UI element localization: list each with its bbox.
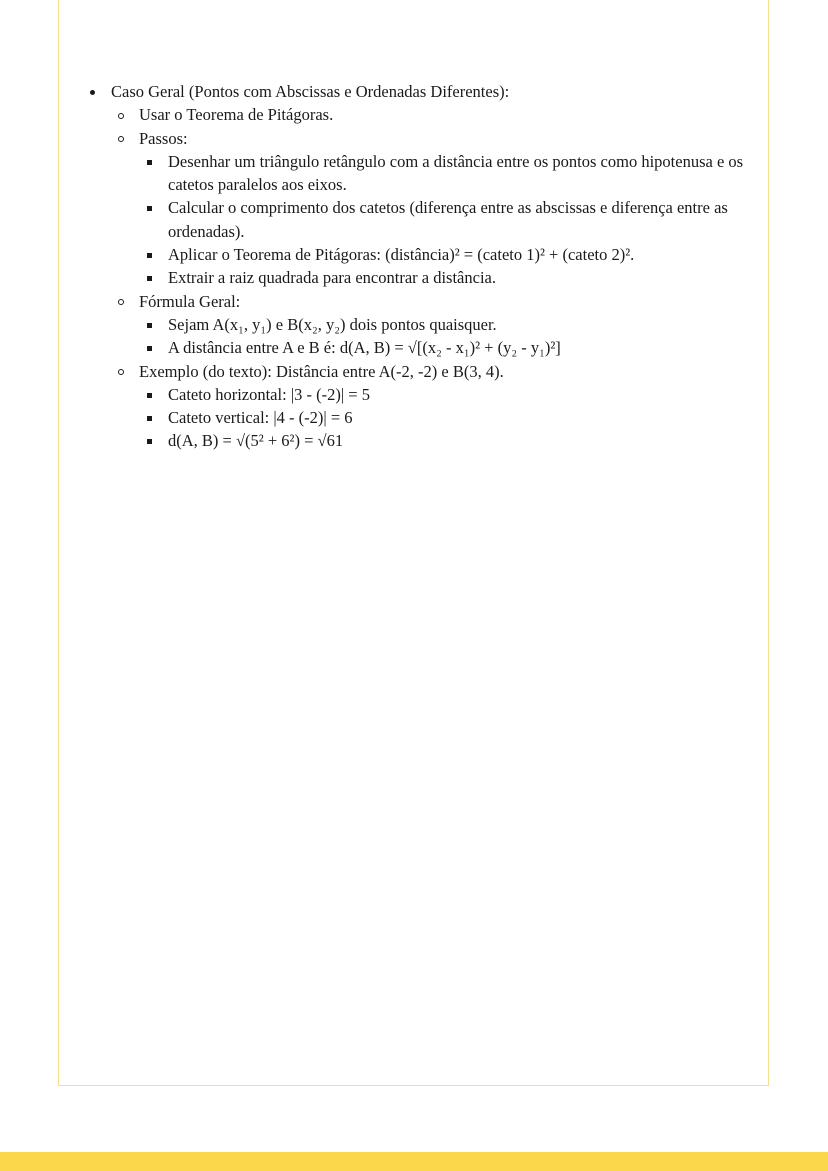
square-bullet-icon bbox=[147, 439, 152, 444]
list-item-text: Passos: bbox=[139, 128, 188, 148]
list-item-text: Exemplo (do texto): Distância entre A(-2, -2) e B(3, 4). bbox=[139, 361, 504, 381]
list-item-formula-geral bbox=[90, 290, 750, 360]
list-item-usar-teorema bbox=[90, 103, 750, 126]
sub-sub-list bbox=[90, 313, 750, 360]
list-item-example-step bbox=[90, 429, 750, 452]
list-item-text: Extrair a raiz quadrada para encontrar a distância. bbox=[168, 268, 496, 288]
list-item-text: Caso Geral (Pontos com Abscissas e Ordenadas Diferentes): bbox=[111, 82, 510, 101]
list-item-example-step bbox=[90, 383, 750, 406]
list-item-step bbox=[90, 243, 750, 266]
list-item-text: A distância entre A e B é: d(A, B) = √[(x₂ - x₁)² + (y₂ - y₁)²] bbox=[168, 338, 561, 358]
square-bullet-icon bbox=[147, 206, 152, 211]
list-item-text: Cateto horizontal: |3 - (-2)| = 5 bbox=[168, 384, 370, 404]
sub-sub-list bbox=[90, 150, 750, 290]
list-item-text: Fórmula Geral: bbox=[139, 291, 241, 311]
list-item-step bbox=[90, 196, 750, 243]
circle-bullet-icon bbox=[118, 136, 124, 142]
list-item-formula bbox=[90, 313, 750, 336]
document-body bbox=[90, 80, 750, 453]
list-item-text: Cateto vertical: |4 - (-2)| = 6 bbox=[168, 408, 353, 428]
list-item-passos bbox=[90, 127, 750, 290]
square-bullet-icon bbox=[147, 346, 152, 351]
list-item-exemplo bbox=[90, 360, 750, 453]
list-item-formula bbox=[90, 336, 750, 359]
list-item-step bbox=[90, 150, 750, 197]
circle-bullet-icon bbox=[118, 369, 124, 375]
list-item-text: Aplicar o Teorema de Pitágoras: (distância)² = (cateto 1)² + (cateto 2)². bbox=[168, 245, 635, 265]
square-bullet-icon bbox=[147, 160, 152, 165]
square-bullet-icon bbox=[147, 393, 152, 398]
footer-band bbox=[0, 1152, 828, 1171]
circle-bullet-icon bbox=[118, 113, 124, 119]
list-item-text: Usar o Teorema de Pitágoras. bbox=[139, 105, 334, 125]
list-item-caso-geral bbox=[90, 80, 750, 453]
list-item-step bbox=[90, 266, 750, 289]
bullet-list bbox=[90, 80, 750, 453]
list-item-text: d(A, B) = √(5² + 6²) = √61 bbox=[168, 431, 344, 451]
list-item-text: Desenhar um triângulo retângulo com a distância entre os pontos como hipotenusa e os catetos paralelos aos eixos. bbox=[168, 151, 744, 195]
disc-bullet-icon bbox=[90, 90, 95, 95]
sub-list bbox=[90, 103, 750, 452]
list-item-example-step bbox=[90, 406, 750, 429]
circle-bullet-icon bbox=[118, 299, 124, 305]
list-item-text: Sejam A(x₁, y₁) e B(x₂, y₂) dois pontos quaisquer. bbox=[168, 314, 497, 334]
sub-sub-list bbox=[90, 383, 750, 453]
list-item-text: Calcular o comprimento dos catetos (diferença entre as abscissas e diferença entre as ordenadas). bbox=[168, 198, 728, 241]
square-bullet-icon bbox=[147, 253, 152, 258]
square-bullet-icon bbox=[147, 276, 152, 281]
square-bullet-icon bbox=[147, 416, 152, 421]
square-bullet-icon bbox=[147, 323, 152, 328]
